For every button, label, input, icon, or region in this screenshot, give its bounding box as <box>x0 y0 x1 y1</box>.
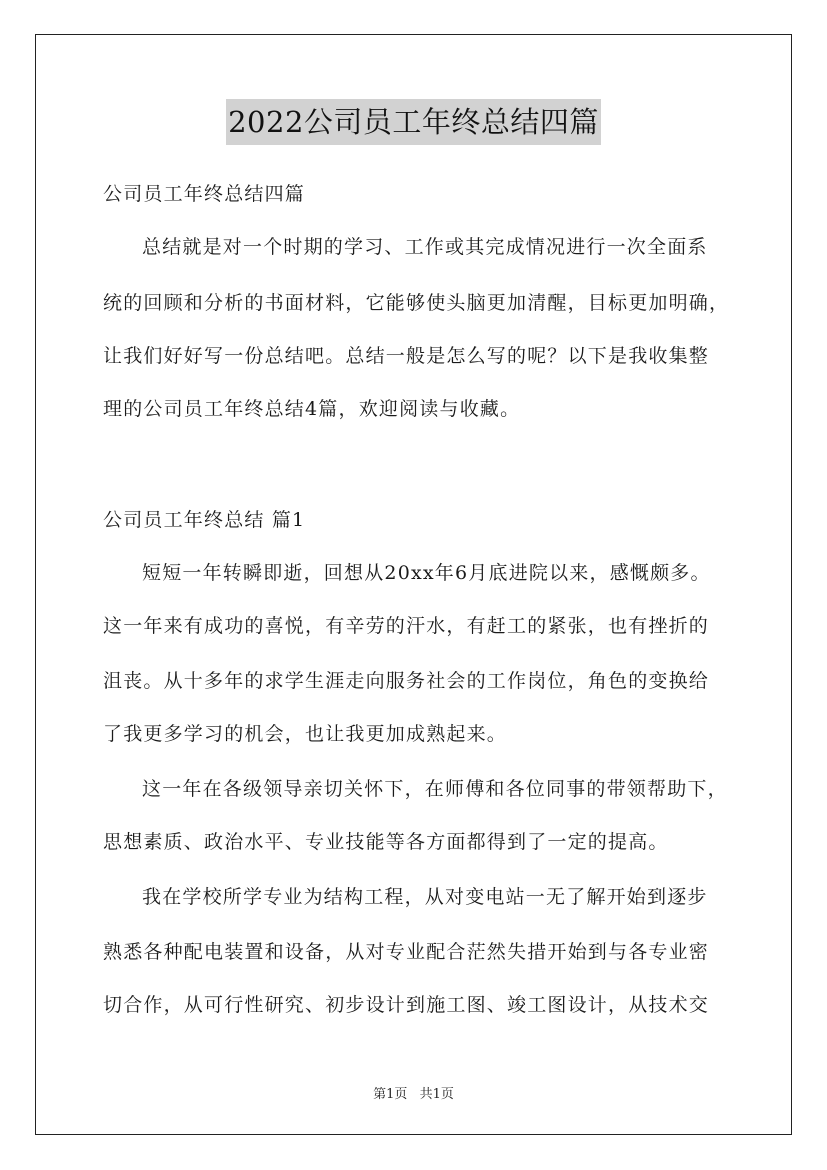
paragraph-line: 熟悉各种配电装置和设备，从对专业配合茫然失措开始到与各专业密 <box>103 941 710 963</box>
paragraph-line: 思想素质、政治水平、专业技能等各方面都得到了一定的提高。 <box>103 831 669 853</box>
document-title: 2022公司员工年终总结四篇 <box>226 99 601 145</box>
page-footer <box>0 1083 827 1102</box>
paragraph-line: 这一年在各级领导亲切关怀下，在师傅和各位同事的带领帮助下， <box>142 778 728 800</box>
intro-line: 让我们好好写一份总结吧。总结一般是怎么写的呢？以下是我收集整 <box>103 345 710 367</box>
page-total: 共1页 <box>419 1087 454 1102</box>
intro-line: 总结就是对一个时期的学习、工作或其完成情况进行一次全面系 <box>142 236 708 258</box>
paragraph-line: 我在学校所学专业为结构工程，从对变电站一无了解开始到逐步 <box>142 886 708 908</box>
paragraph-line: 这一年来有成功的喜悦，有辛劳的汗水，有赶工的紧张，也有挫折的 <box>103 615 710 637</box>
paragraph-line: 切合作，从可行性研究、初步设计到施工图、竣工图设计，从技术交 <box>103 994 710 1016</box>
title-container <box>0 99 827 145</box>
document-subtitle: 公司员工年终总结四篇 <box>103 183 306 205</box>
page-number: 第1页 <box>373 1087 408 1102</box>
intro-line: 统的回顾和分析的书面材料，它能够使头脑更加清醒，目标更加明确， <box>103 292 730 314</box>
paragraph-line: 短短一年转瞬即逝，回想从20xx年6月底进院以来，感慨颇多。 <box>142 562 711 584</box>
paragraph-line: 了我更多学习的机会，也让我更加成熟起来。 <box>103 723 508 745</box>
paragraph-line: 沮丧。从十多年的求学生涯走向服务社会的工作岗位，角色的变换给 <box>103 670 710 692</box>
intro-line: 理的公司员工年终总结4篇，欢迎阅读与收藏。 <box>103 398 521 420</box>
section-heading: 公司员工年终总结 篇1 <box>103 509 306 531</box>
